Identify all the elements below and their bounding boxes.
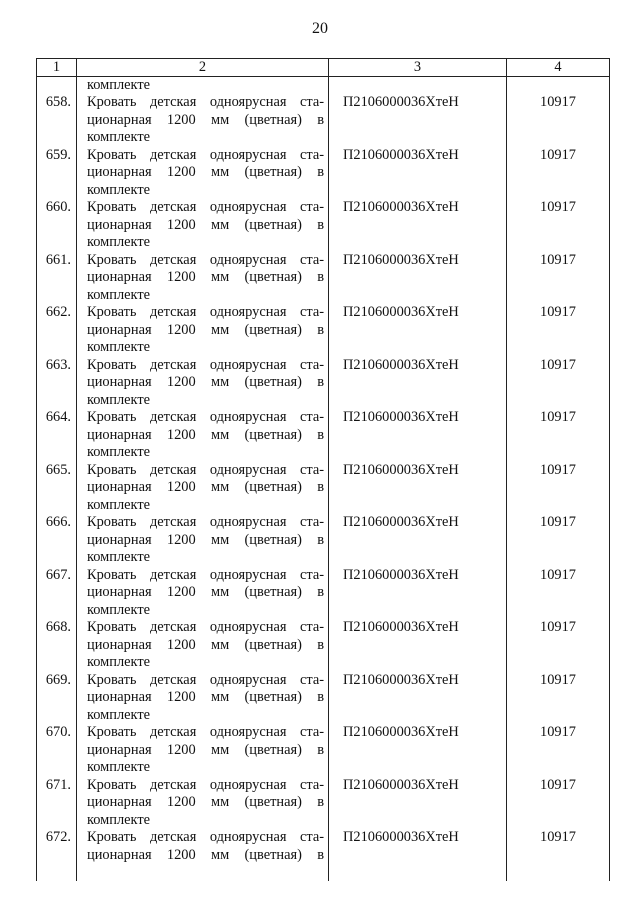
item-description (77, 777, 329, 830)
description-line: комплекте (87, 286, 151, 303)
row-number: 671. (37, 777, 77, 830)
description-line: ционарная 1200 мм (цветная) в (87, 636, 324, 653)
table-row (37, 672, 610, 725)
item-code: П2106000036ХтеН (329, 199, 507, 252)
table-row (37, 357, 610, 410)
description-line: ционарная 1200 мм (цветная) в (87, 479, 324, 495)
table-row (37, 829, 610, 881)
header-col-2: 2 (77, 59, 329, 77)
table-row (37, 619, 610, 672)
item-description (77, 514, 329, 567)
description-line: ционарная 1200 мм (цветная) в (87, 269, 324, 285)
table-row (37, 147, 610, 200)
row-number: 662. (37, 304, 77, 357)
item-code: П2106000036ХтеН (329, 94, 507, 147)
row-number: 666. (37, 514, 77, 567)
row-number: 669. (37, 672, 77, 725)
item-quantity: 10917 (507, 94, 610, 147)
description-line: комплекте (87, 496, 151, 513)
row-number: 668. (37, 619, 77, 672)
item-code: П2106000036ХтеН (329, 147, 507, 200)
description-line: комплекте (87, 549, 151, 565)
item-quantity: 10917 (507, 409, 610, 462)
row-number: 663. (37, 357, 77, 410)
item-description (77, 147, 329, 200)
item-quantity: 10917 (507, 147, 610, 200)
header-col-1: 1 (37, 59, 77, 77)
item-description (77, 462, 329, 515)
item-description (77, 94, 329, 147)
item-quantity: 10917 (507, 829, 610, 881)
item-quantity: 10917 (507, 724, 610, 777)
item-code: П2106000036ХтеН (329, 829, 507, 881)
description-line: Кровать детская одноярусная ста- (87, 251, 324, 268)
items-table (36, 58, 610, 881)
description-line: комплекте (87, 706, 151, 723)
description-line: комплекте (87, 811, 151, 828)
description-line: Кровать детская одноярусная ста- (87, 199, 324, 215)
item-quantity: 10917 (507, 304, 610, 357)
item-description (77, 567, 329, 620)
description-line: ционарная 1200 мм (цветная) в (87, 374, 324, 390)
table-row (37, 94, 610, 147)
description-line: ционарная 1200 мм (цветная) в (87, 164, 324, 180)
table-row (37, 514, 610, 567)
item-quantity: 10917 (507, 777, 610, 830)
item-description (77, 619, 329, 672)
description-line: Кровать детская одноярусная ста- (87, 724, 324, 740)
description-line: Кровать детская одноярусная ста- (87, 776, 324, 793)
item-description (77, 724, 329, 777)
item-quantity: 10917 (507, 514, 610, 567)
description-line: Кровать детская одноярусная ста- (87, 461, 324, 478)
description-line: Кровать детская одноярусная ста- (87, 94, 324, 110)
description-line: комплекте (87, 181, 151, 198)
description-line: ционарная 1200 мм (цветная) в (87, 321, 324, 338)
item-code: П2106000036ХтеН (329, 567, 507, 620)
item-code: П2106000036ХтеН (329, 777, 507, 830)
item-code: П2106000036ХтеН (329, 357, 507, 410)
table-row (37, 199, 610, 252)
description-line: ционарная 1200 мм (цветная) в (87, 426, 324, 443)
item-description (77, 304, 329, 357)
description-line: ционарная 1200 мм (цветная) в (87, 531, 324, 548)
item-quantity: 10917 (507, 199, 610, 252)
table-row (37, 724, 610, 777)
description-line: комплекте (87, 391, 151, 408)
item-quantity: 10917 (507, 462, 610, 515)
header-row (37, 59, 610, 77)
row-number: 670. (37, 724, 77, 777)
header-col-4: 4 (507, 59, 610, 77)
description-line: Кровать детская одноярусная ста- (87, 829, 324, 845)
item-description (77, 409, 329, 462)
description-line: Кровать детская одноярусная ста- (87, 356, 324, 373)
description-line: Кровать детская одноярусная ста- (87, 409, 324, 425)
item-quantity: 10917 (507, 252, 610, 305)
item-code: П2106000036ХтеН (329, 409, 507, 462)
description-line: Кровать детская одноярусная ста- (87, 619, 324, 635)
row-number: 667. (37, 567, 77, 620)
table-header (37, 59, 610, 77)
table-row (37, 462, 610, 515)
continuation-num-cell (37, 77, 77, 95)
item-code: П2106000036ХтеН (329, 672, 507, 725)
row-number: 672. (37, 829, 77, 881)
description-line: Кровать детская одноярусная ста- (87, 146, 324, 163)
item-code: П2106000036ХтеН (329, 252, 507, 305)
description-line: Кровать детская одноярусная ста- (87, 514, 324, 530)
description-line: ционарная 1200 мм (цветная) в (87, 584, 324, 600)
row-number: 658. (37, 94, 77, 147)
description-line: комплекте (87, 234, 151, 250)
row-number: 661. (37, 252, 77, 305)
description-line: комплекте (87, 444, 151, 460)
description-line: Кровать детская одноярусная ста- (87, 671, 324, 688)
description-line: комплекте (87, 601, 151, 618)
row-number: 660. (37, 199, 77, 252)
description-line: комплекте (87, 654, 151, 670)
continuation-code-cell (329, 77, 507, 95)
description-line: Кровать детская одноярусная ста- (87, 304, 324, 320)
item-quantity: 10917 (507, 619, 610, 672)
continuation-qty-cell (507, 77, 610, 95)
header-col-3: 3 (329, 59, 507, 77)
table-row (37, 252, 610, 305)
description-line: ционарная 1200 мм (цветная) в (87, 111, 324, 128)
item-code: П2106000036ХтеН (329, 724, 507, 777)
page-number: 20 (312, 20, 328, 37)
continuation-text: комплекте (77, 77, 329, 95)
description-line: комплекте (87, 759, 151, 775)
description-line: комплекте (87, 339, 151, 355)
item-code: П2106000036ХтеН (329, 304, 507, 357)
row-number: 659. (37, 147, 77, 200)
item-description (77, 672, 329, 725)
description-line: ционарная 1200 мм (цветная) в (87, 689, 324, 705)
table-row (37, 777, 610, 830)
description-line: Кровать детская одноярусная ста- (87, 566, 324, 583)
description-line: ционарная 1200 мм (цветная) в (87, 216, 324, 233)
item-description (77, 199, 329, 252)
item-code: П2106000036ХтеН (329, 514, 507, 567)
item-description (77, 252, 329, 305)
description-line: комплекте (87, 129, 151, 145)
description-line: ционарная 1200 мм (цветная) в (87, 846, 324, 863)
row-number: 665. (37, 462, 77, 515)
description-line: ционарная 1200 мм (цветная) в (87, 794, 324, 810)
row-number: 664. (37, 409, 77, 462)
description-line: ционарная 1200 мм (цветная) в (87, 741, 324, 758)
item-description (77, 357, 329, 410)
continuation-row (37, 77, 610, 95)
item-code: П2106000036ХтеН (329, 619, 507, 672)
item-code: П2106000036ХтеН (329, 462, 507, 515)
item-quantity: 10917 (507, 672, 610, 725)
item-description (77, 829, 329, 881)
table-row (37, 304, 610, 357)
table-row (37, 409, 610, 462)
item-quantity: 10917 (507, 567, 610, 620)
table-body (37, 77, 610, 882)
table-row (37, 567, 610, 620)
item-quantity: 10917 (507, 357, 610, 410)
